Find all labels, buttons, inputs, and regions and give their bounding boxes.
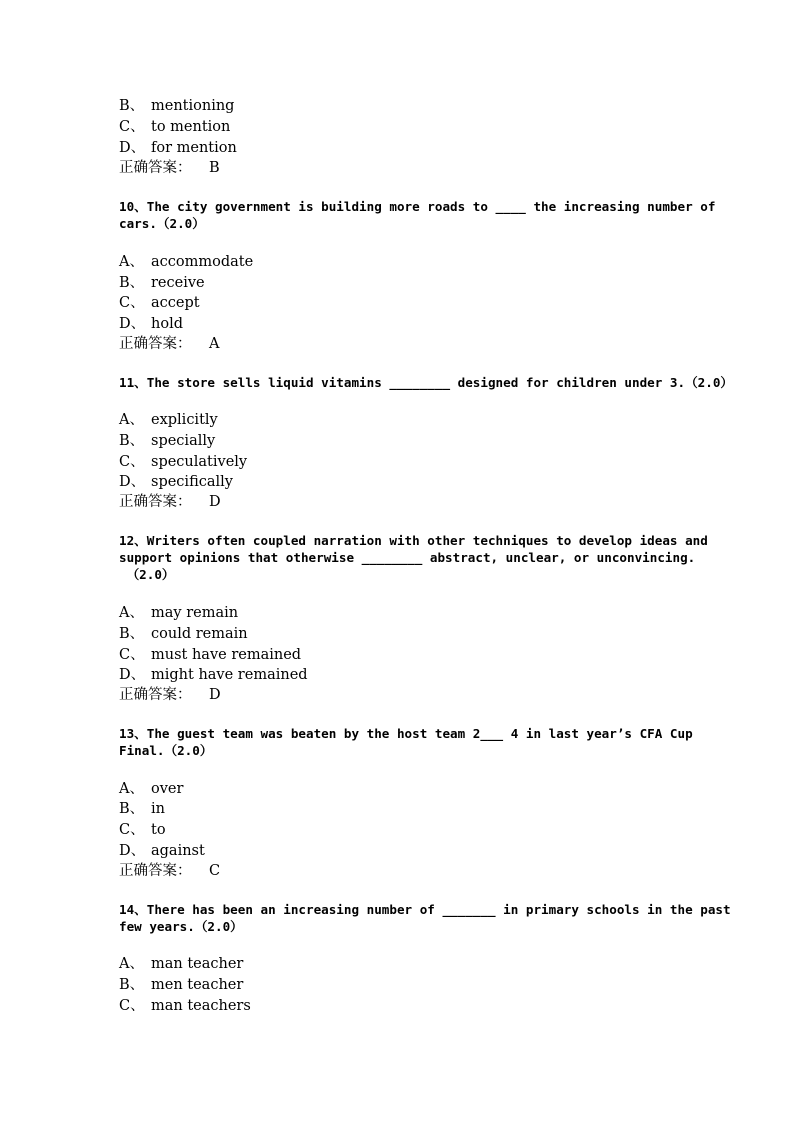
correct-answer [119,493,221,511]
question-text: 10、The city government is building more roads to ____ the increasing number of [119,199,716,214]
option-text: speculatively [151,454,248,470]
option-item[interactable] [119,411,218,429]
option-item[interactable] [119,800,165,818]
option-text: in [151,801,165,817]
option-text: for mention [151,140,237,156]
option-label: C、 [119,647,145,663]
option-text: man teacher [151,956,244,972]
answer-label: 正确答案： [119,160,192,176]
option-item[interactable] [119,118,230,136]
option-item[interactable] [119,453,247,471]
question-text: few years.（2.0） [119,919,243,934]
option-item[interactable] [119,625,248,643]
option-item[interactable] [119,604,238,622]
option-label: D、 [119,140,146,156]
option-item[interactable] [119,997,251,1015]
correct-answer [119,686,221,704]
option-text: may remain [151,605,239,621]
option-text: men teacher [151,977,244,993]
option-item[interactable] [119,253,253,271]
option-label: B、 [119,275,145,291]
correct-answer [119,862,220,880]
option-text: must have remained [151,647,302,663]
option-label: D、 [119,667,146,683]
correct-answer [119,159,220,177]
answer-value: A [209,336,220,352]
option-item[interactable] [119,274,205,292]
option-label: B、 [119,98,145,114]
option-label: C、 [119,822,145,838]
option-item[interactable] [119,666,308,684]
answer-label: 正确答案： [119,336,192,352]
option-text: specifically [151,474,233,490]
option-text: might have remained [151,667,308,683]
answer-label: 正确答案： [119,687,192,703]
option-text: over [151,781,184,797]
answer-value: C [209,863,221,879]
option-item[interactable] [119,97,234,115]
option-text: receive [151,275,205,291]
option-label: B、 [119,433,145,449]
answer-value: D [209,494,221,510]
option-label: A、 [119,605,144,621]
option-label: C、 [119,119,145,135]
option-label: C、 [119,454,145,470]
option-label: A、 [119,254,144,270]
answer-label: 正确答案： [119,494,192,510]
answer-label: 正确答案： [119,863,192,879]
option-text: hold [151,316,183,332]
option-item[interactable] [119,294,200,312]
option-item[interactable] [119,473,233,491]
option-item[interactable] [119,139,237,157]
option-text: to mention [151,119,231,135]
answer-value: B [209,160,220,176]
option-label: C、 [119,998,145,1014]
option-item[interactable] [119,955,243,973]
option-text: specially [151,433,216,449]
question-text: 12、Writers often coupled narration with other techniques to develop ideas and [119,533,708,548]
option-text: to [151,822,166,838]
option-label: D、 [119,316,146,332]
option-item[interactable] [119,821,166,839]
question-text: Final.（2.0） [119,743,213,758]
question-text: cars.（2.0） [119,216,205,231]
option-label: D、 [119,474,146,490]
option-item[interactable] [119,780,183,798]
option-label: A、 [119,781,144,797]
option-item[interactable] [119,976,243,994]
option-label: A、 [119,412,144,428]
question-text: 13、The guest team was beaten by the host team 2___ 4 in last year’s CFA Cup [119,726,693,741]
question-text: （2.0） [119,567,175,582]
option-text: accommodate [151,254,254,270]
option-text: explicitly [151,412,218,428]
correct-answer [119,335,219,353]
option-text: could remain [151,626,248,642]
option-text: accept [151,295,200,311]
option-text: against [151,843,205,859]
option-text: mentioning [151,98,235,114]
question-text: 11、The store sells liquid vitamins ________ designed for children under 3.（2.0） [119,375,734,390]
option-label: B、 [119,977,145,993]
option-label: C、 [119,295,145,311]
question-text: support opinions that otherwise ________ abstract, unclear, or unconvincing. [119,550,696,565]
question-text: 14、There has been an increasing number of _______ in primary schools in the past [119,902,731,917]
option-text: man teachers [151,998,251,1014]
answer-value: D [209,687,221,703]
option-item[interactable] [119,432,215,450]
option-label: D、 [119,843,146,859]
option-label: B、 [119,626,145,642]
option-item[interactable] [119,842,205,860]
option-label: A、 [119,956,144,972]
option-label: B、 [119,801,145,817]
option-item[interactable] [119,646,301,664]
option-item[interactable] [119,315,183,333]
